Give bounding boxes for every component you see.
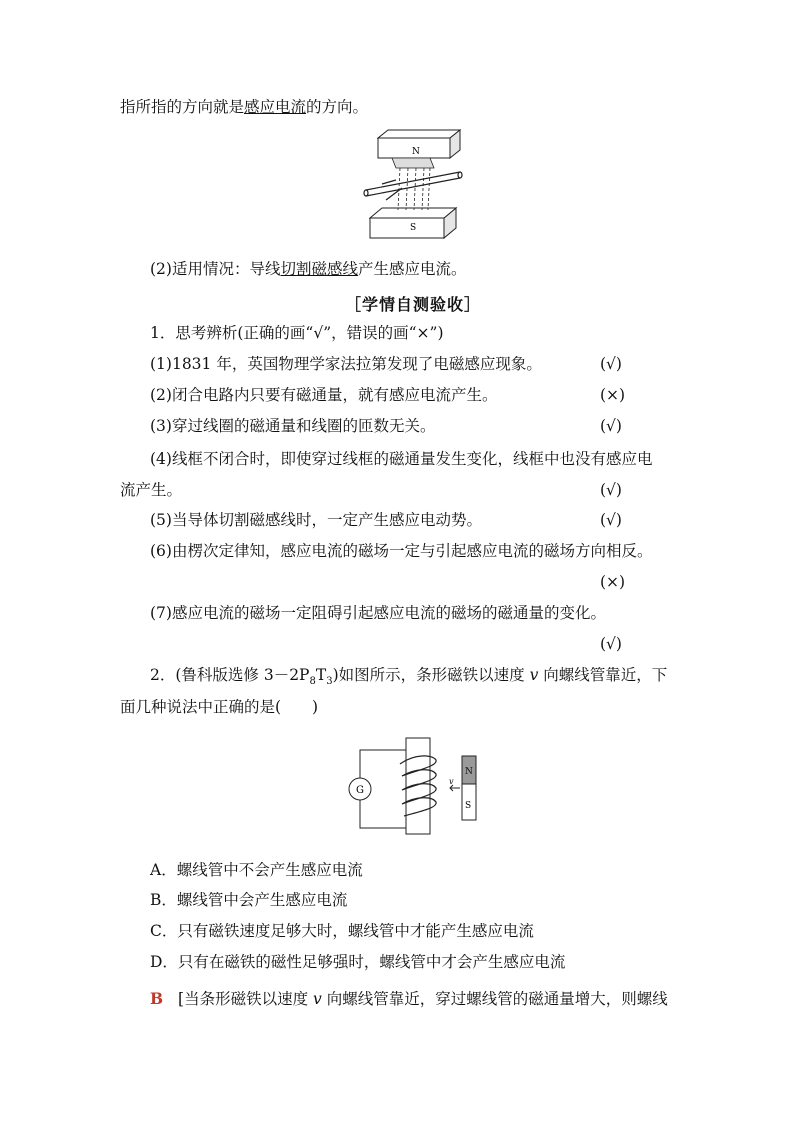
north-pole-label: N <box>412 147 420 157</box>
answer-letter: B <box>150 989 164 1008</box>
q1-item-6: (6)由楞次定律知，感应电流的磁场一定与引起感应电流的磁场方向相反。 <box>150 542 653 560</box>
q1-item-7: (7)感应电流的磁场一定阻碍引起感应电流的磁场的磁通量的变化。 <box>150 604 606 622</box>
text-segment: 的方向。 <box>306 98 369 116</box>
text-segment: 产生感应电流。 <box>357 260 467 278</box>
continuation-line <box>120 96 368 118</box>
velocity-symbol: v <box>313 990 322 1008</box>
subscript: 8 <box>309 676 316 688</box>
option-a: A．螺线管中不会产生感应电流 <box>150 861 363 879</box>
section-heading: ［学情自测验收］ <box>345 295 482 314</box>
q1-item-7-mark: (√) <box>600 635 622 653</box>
galvanometer-label: G <box>356 785 364 796</box>
q1-item-2-mark: (×) <box>600 386 626 404</box>
q1-item-2: (2)闭合电路内只要有磁通量，就有感应电流产生。 <box>150 386 498 404</box>
south-pole-label: S <box>410 223 417 233</box>
text-segment: (2)适用情况：导线 <box>150 260 281 278</box>
q1-item-1-mark: (√) <box>600 355 622 373</box>
underlined-term: 感应电流 <box>244 98 307 116</box>
q1-item-4: (4)线框不闭合时，即使穿过线框的磁通量发生变化，线框中也没有感应电 <box>150 450 653 468</box>
magnet-s-label: S <box>465 801 472 811</box>
q1-item-5: (5)当导体切割磁感线时，一定产生感应电动势。 <box>150 511 482 529</box>
applicability-line <box>150 258 467 280</box>
option-b: B．螺线管中会产生感应电流 <box>150 891 348 909</box>
q2-stem-line1 <box>150 664 667 693</box>
solenoid-figure <box>340 730 490 840</box>
velocity-symbol: v <box>529 666 539 684</box>
answer-line <box>150 988 668 1010</box>
q1-item-4-cont: 流产生。 <box>120 481 183 499</box>
q1-item-3: (3)穿过线圈的磁通量和线圈的匝数无关。 <box>150 417 436 435</box>
text-segment: )如图所示，条形磁铁以速度 <box>332 666 530 684</box>
magnet-n-label: N <box>465 767 473 777</box>
q1-item-4-mark: (√) <box>600 481 622 499</box>
text-segment: 2．(鲁科版选修 3－2P <box>150 666 310 684</box>
magnet-wire-figure <box>360 128 470 248</box>
answer-text: [当条形磁铁以速度 <box>178 990 314 1008</box>
subscript: 3 <box>326 676 333 688</box>
option-d: D．只有在磁铁的磁性足够强时，螺线管中才会产生感应电流 <box>150 953 566 971</box>
q1-item-5-mark: (√) <box>600 511 622 529</box>
q1-item-3-mark: (√) <box>600 417 622 435</box>
text-segment: T <box>315 666 327 684</box>
text-segment: 指所指的方向就是 <box>120 98 245 116</box>
text-segment: 向螺线管靠近，下 <box>538 666 668 684</box>
answer-text: 向螺线管靠近，穿过螺线管的磁通量增大，则螺线 <box>321 990 668 1008</box>
underlined-term: 切割磁感线 <box>280 260 358 278</box>
q1-item-6-mark: (×) <box>600 573 626 591</box>
option-c: C．只有磁铁速度足够大时，螺线管中才能产生感应电流 <box>150 922 534 940</box>
q1-item-1: (1)1831 年，英国物理学家法拉第发现了电磁感应现象。 <box>150 355 542 373</box>
q1-stem: 1．思考辨析(正确的画“√”，错误的画“×”) <box>150 324 444 342</box>
velocity-label: v <box>449 777 454 786</box>
q2-stem-line2: 面几种说法中正确的是( ) <box>120 698 319 716</box>
